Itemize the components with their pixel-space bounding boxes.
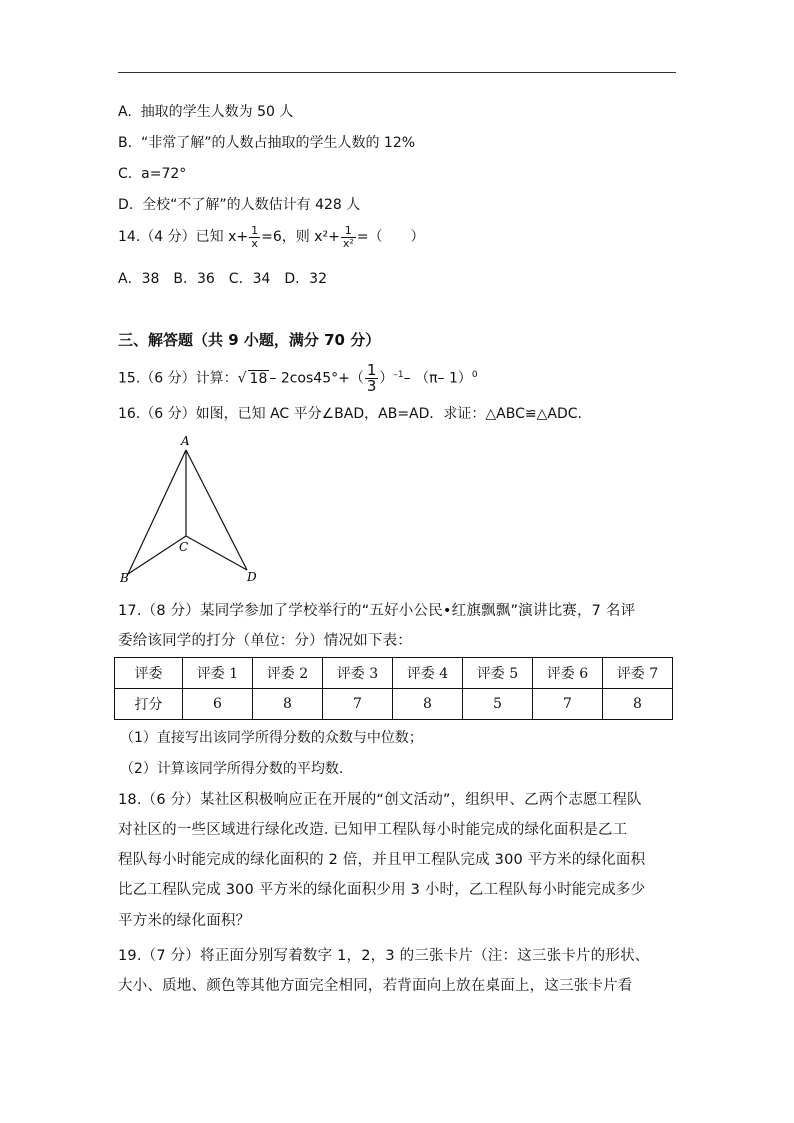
table-cell: 8 [253,689,323,720]
table-cell: 评委 3 [323,658,393,689]
table-cell: 打分 [115,689,183,720]
q15-question: 15.（6 分）计算：√ 18 – 2cos45°+（ $\frac{1}{3}$ ）$^{-1}$– （π– 1）$^0$ [118,361,478,396]
segment-ad [186,450,247,570]
triangle-figure [110,430,270,590]
q19-line-2: 大小、质地、颜色等其他方面完全相同，若背面向上放在桌面上，这三张卡片看 [118,978,633,994]
q15-fraction: $\frac{1}{3}$ [366,361,377,396]
q14-fraction-1: $\frac{1}{x}$ [251,223,259,250]
q14-options: A．38 B．36 C．34 D．32 [118,271,327,287]
table-cell: 评委 7 [603,658,673,689]
section-title: 三、解答题（共 9 小题，满分 70 分） [118,331,381,349]
q17-line-2: 委给该同学的打分（单位：分）情况如下表： [118,633,412,649]
q13-option-a: A. 抽取的学生人数为 50 人 [118,104,294,120]
q18-line-4: 比乙工程队完成 300 平方米的绿化面积少用 3 小时，乙工程队每小时能完成多少 [118,882,646,898]
table-row-header [115,658,673,689]
q16-question: 16.（6 分）如图，已知 AC 平分∠BAD，AB=AD．求证：△ABC≌△ADC. [118,406,582,422]
label-c: C [179,540,189,554]
sqrt-value: 18 [249,370,268,387]
q18-line-5: 平方米的绿化面积？ [118,913,251,929]
q14-question: 14.（4 分）已知 x+ $\frac{1}{x}$ =6，则 x²+ $\frac{1}{\text{x²}}$ =（ ） [118,223,425,250]
table-cell: 5 [463,689,533,720]
table-cell: 6 [183,689,253,720]
table-row-scores [115,689,673,720]
q14-fraction-2: $\frac{1}{\text{x²}}$ [342,223,354,250]
table-cell: 评委 6 [533,658,603,689]
table-cell: 评委 5 [463,658,533,689]
label-d: D [247,570,257,584]
score-table [114,657,673,720]
q17-subquestion-2: （2）计算该同学所得分数的平均数. [120,761,344,777]
q18-line-1: 18.（6 分）某社区积极响应正在开展的“创文活动”，组织甲、乙两个志愿工程队 [118,792,642,808]
q18-line-3: 程队每小时能完成的绿化面积的 2 倍，并且甲工程队完成 300 平方米的绿化面积 [118,852,646,868]
table-cell: 7 [533,689,603,720]
table-cell: 评委 [115,658,183,689]
table-cell: 评委 1 [183,658,253,689]
q17-subquestion-1: （1）直接写出该同学所得分数的众数与中位数； [120,730,423,746]
sqrt-symbol: √ [237,370,247,387]
q13-option-c: C. a=72° [118,166,187,182]
q17-line-1: 17.（8 分）某同学参加了学校举行的“五好小公民•红旗飘飘”演讲比赛，7 名评 [118,603,636,619]
q19-line-1: 19.（7 分）将正面分别写着数字 1，2，3 的三张卡片（注：这三张卡片的形状、 [118,948,650,964]
header-rule [118,72,676,73]
label-a: A [181,434,190,448]
label-b: B [120,571,129,585]
table-cell: 8 [393,689,463,720]
table-cell: 评委 2 [253,658,323,689]
q13-option-b: B. “非常了解”的人数占抽取的学生人数的 12% [118,135,416,151]
table-cell: 8 [603,689,673,720]
table-cell: 评委 4 [393,658,463,689]
table-cell: 7 [323,689,393,720]
q13-option-d: D. 全校“不了解”的人数估计有 428 人 [118,197,361,213]
q18-line-2: 对社区的一些区域进行绿化改造. 已知甲工程队每小时能完成的绿化面积是乙工 [118,822,628,838]
